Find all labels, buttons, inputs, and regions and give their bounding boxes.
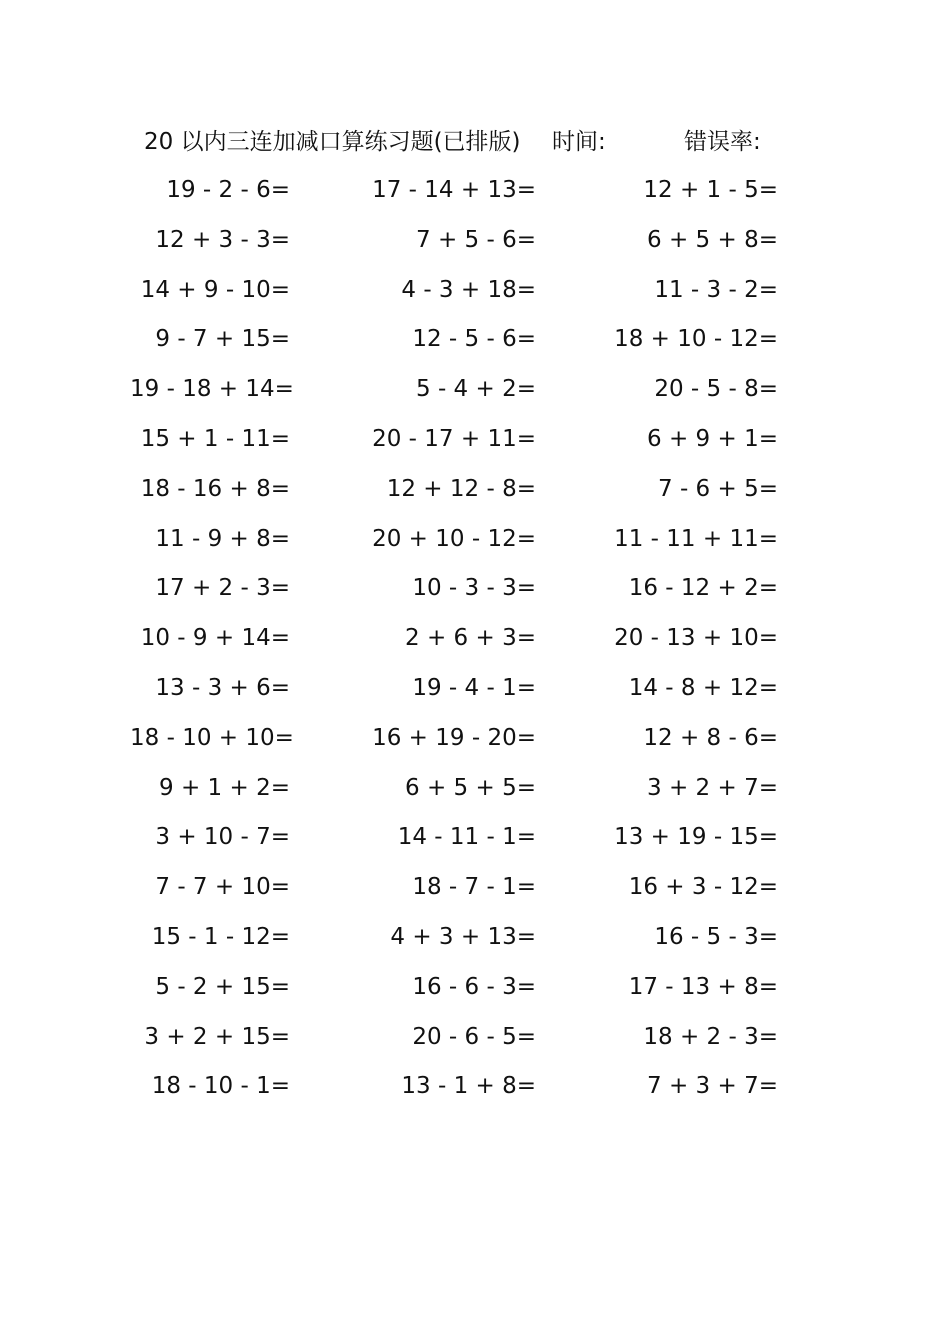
- math-problem: 13 - 3 + 6=: [155, 674, 290, 701]
- math-problem: 6 + 9 + 1=: [647, 425, 778, 452]
- problem-row: [0, 664, 950, 714]
- problem-row: [0, 415, 950, 465]
- problem-row: [0, 465, 950, 515]
- math-problem: 19 - 4 - 1=: [412, 674, 536, 701]
- problem-row: [0, 266, 950, 316]
- math-problem: 19 - 18 + 14=: [130, 376, 294, 403]
- math-problem: 7 - 6 + 5=: [658, 475, 778, 502]
- math-problem: 16 + 19 - 20=: [372, 724, 536, 751]
- problem-row: [0, 963, 950, 1013]
- math-problem: 2 + 6 + 3=: [405, 625, 536, 652]
- math-problem: 12 - 5 - 6=: [412, 326, 536, 353]
- error-rate-label: 错误率:: [684, 129, 761, 155]
- math-problem: 18 - 7 - 1=: [412, 874, 536, 901]
- math-problem: 4 + 3 + 13=: [390, 923, 536, 950]
- problem-row: [0, 813, 950, 863]
- problem-row: [0, 714, 950, 764]
- math-problem: 18 + 10 - 12=: [614, 326, 778, 353]
- math-problem: 20 - 17 + 11=: [372, 425, 536, 452]
- math-problem: 3 + 10 - 7=: [155, 824, 290, 851]
- math-problem: 5 - 2 + 15=: [155, 973, 290, 1000]
- math-problem: 18 - 10 + 10=: [130, 724, 294, 751]
- math-problem: 12 + 12 - 8=: [386, 475, 536, 502]
- math-problem: 16 - 6 - 3=: [412, 973, 536, 1000]
- math-problem: 17 - 14 + 13=: [372, 177, 536, 203]
- math-problem: 13 - 1 + 8=: [401, 1073, 536, 1100]
- math-problem: 18 + 2 - 3=: [643, 1023, 778, 1050]
- math-problem: 17 + 2 - 3=: [155, 575, 290, 602]
- math-problem: 5 - 4 + 2=: [416, 376, 536, 403]
- time-label: 时间:: [552, 129, 606, 155]
- math-problem: 14 + 9 - 10=: [140, 276, 290, 303]
- math-problem: 9 + 1 + 2=: [159, 774, 290, 801]
- math-problem: 14 - 8 + 12=: [628, 674, 778, 701]
- math-problem: 16 - 5 - 3=: [654, 923, 778, 950]
- problem-row: [0, 216, 950, 266]
- math-problem: 20 - 5 - 8=: [654, 376, 778, 403]
- problem-row: [0, 564, 950, 614]
- math-problem: 12 + 8 - 6=: [643, 724, 778, 751]
- problem-row: [0, 1013, 950, 1063]
- problem-grid: [0, 166, 950, 1112]
- problem-row: [0, 614, 950, 664]
- math-problem: 16 + 3 - 12=: [628, 874, 778, 901]
- math-problem: 9 - 7 + 15=: [155, 326, 290, 353]
- problem-row: [0, 1062, 950, 1112]
- math-problem: 15 + 1 - 11=: [140, 425, 290, 452]
- problem-row: [0, 315, 950, 365]
- math-problem: 11 - 3 - 2=: [654, 276, 778, 303]
- math-problem: 20 - 13 + 10=: [614, 625, 778, 652]
- problem-row: [0, 515, 950, 565]
- math-problem: 20 - 6 - 5=: [412, 1023, 536, 1050]
- math-problem: 6 + 5 + 8=: [647, 226, 778, 253]
- math-problem: 7 + 5 - 6=: [416, 226, 536, 253]
- problem-row: [0, 365, 950, 415]
- math-problem: 19 - 2 - 6=: [166, 177, 290, 203]
- math-problem: 15 - 1 - 12=: [151, 923, 290, 950]
- math-problem: 4 - 3 + 18=: [401, 276, 536, 303]
- math-problem: 10 - 9 + 14=: [140, 625, 290, 652]
- math-problem: 20 + 10 - 12=: [372, 525, 536, 552]
- math-problem: 3 + 2 + 15=: [144, 1023, 290, 1050]
- math-problem: 7 - 7 + 10=: [155, 874, 290, 901]
- math-problem: 7 + 3 + 7=: [647, 1073, 778, 1100]
- math-problem: 11 - 11 + 11=: [614, 525, 778, 552]
- math-problem: 16 - 12 + 2=: [628, 575, 778, 602]
- math-problem: 6 + 5 + 5=: [405, 774, 536, 801]
- math-problem: 10 - 3 - 3=: [412, 575, 536, 602]
- math-problem: 17 - 13 + 8=: [628, 973, 778, 1000]
- math-problem: 12 + 3 - 3=: [155, 226, 290, 253]
- math-problem: 3 + 2 + 7=: [647, 774, 778, 801]
- problem-row: [0, 863, 950, 913]
- problem-row: [0, 913, 950, 963]
- math-problem: 18 - 16 + 8=: [140, 475, 290, 502]
- problem-row: [0, 764, 950, 814]
- math-problem: 12 + 1 - 5=: [643, 177, 778, 203]
- math-problem: 14 - 11 - 1=: [397, 824, 536, 851]
- math-problem: 18 - 10 - 1=: [151, 1073, 290, 1100]
- worksheet-header: [0, 124, 950, 160]
- math-problem: 13 + 19 - 15=: [614, 824, 778, 851]
- math-problem: 11 - 9 + 8=: [155, 525, 290, 552]
- page-title: 20 以内三连加减口算练习题(已排版): [144, 129, 521, 155]
- problem-row: [0, 166, 950, 216]
